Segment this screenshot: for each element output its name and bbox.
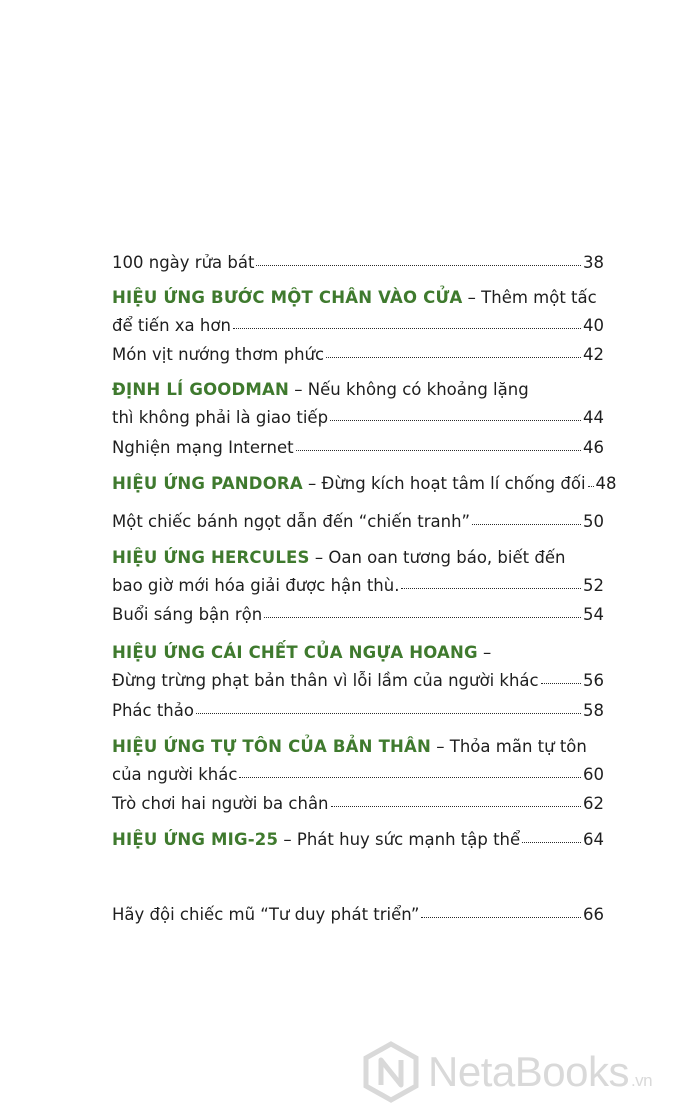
entry-text [112,376,529,404]
entry-title: Một chiếc bánh ngọt dẫn đến “chiến tranh” [112,512,471,531]
entry-text [112,572,399,600]
toc-entry[interactable] [112,697,604,725]
toc-line [112,470,617,498]
page-number: 54 [583,605,604,624]
toc-line [112,761,604,789]
toc-entry[interactable] [112,901,604,929]
page-number: 52 [583,576,604,595]
toc-entry[interactable] [112,601,604,629]
entry-text [112,312,231,340]
page-number: 64 [583,830,604,849]
entry-title: – Oan oan tương báo, biết đến [309,548,566,567]
toc-line [112,572,604,600]
dot-leader [296,449,581,451]
entry-title: Đừng trừng phạt bản thân vì lỗi lầm của người khác [112,671,539,690]
toc-line [112,434,604,462]
entry-text [112,434,294,462]
entry-title: – Đừng kích hoạt tâm lí chống đối [302,474,586,493]
entry-text [112,667,539,695]
page-number: 50 [583,512,604,531]
dot-leader [472,523,581,525]
entry-title: bao giờ mới hóa giải được hận thù. [112,576,400,595]
watermark-text: NetaBooks .vn [428,1048,653,1095]
dot-leader [256,264,581,266]
entry-title: Phác thảo [112,701,194,720]
dot-leader [239,776,581,778]
page-number: 44 [583,408,604,427]
entry-title: Trò chơi hai người ba chân [112,794,329,813]
page-number: 60 [583,765,604,784]
page-number: 42 [583,345,604,364]
entry-heading: HIỆU ỨNG HERCULES [112,548,310,567]
dot-leader [264,616,581,618]
entry-text [112,544,565,572]
entry-text [112,284,597,312]
toc-entry[interactable] [112,639,604,695]
netabooks-logo-icon [362,1041,420,1103]
page-number: 56 [583,671,604,690]
entry-text [112,639,491,667]
entry-text [112,733,587,761]
entry-text [112,790,329,818]
page-number: 58 [583,701,604,720]
toc-line [112,733,604,761]
entry-text [112,404,328,432]
dot-leader [233,327,581,329]
toc-line [112,826,604,854]
entry-title: 100 ngày rửa bát [112,253,255,272]
dot-leader [196,712,581,714]
entry-title: Món vịt nướng thơm phức [112,345,325,364]
toc-entry[interactable] [112,376,604,432]
entry-title: Nghiện mạng Internet [112,438,294,457]
toc-line [112,284,604,312]
page-number: 66 [583,905,604,924]
dot-leader [326,356,581,358]
toc-line [112,341,604,369]
toc-line [112,312,604,340]
toc-entry[interactable] [112,249,604,277]
entry-title: của người khác [112,765,238,784]
dot-leader [331,805,581,807]
entry-text [112,470,586,498]
entry-title: – Thỏa mãn tự tôn [431,737,587,756]
toc-entry[interactable] [112,341,604,369]
toc-line [112,249,604,277]
dot-leader [421,916,581,918]
page-number: 46 [583,438,604,457]
toc-entry[interactable] [112,434,604,462]
toc-line [112,639,604,667]
toc-entry[interactable] [112,733,604,789]
toc-entry[interactable] [112,544,604,600]
entry-heading: HIỆU ỨNG CÁI CHẾT CỦA NGỰA HOANG [112,643,478,662]
toc-entry[interactable] [112,790,604,818]
entry-title: – [477,643,492,662]
entry-title: Hãy đội chiếc mũ “Tư duy phát triển” [112,905,420,924]
toc-entry[interactable] [112,826,604,854]
toc-line [112,901,604,929]
entry-heading: HIỆU ỨNG PANDORA [112,474,303,493]
toc-line [112,601,604,629]
toc-line [112,667,604,695]
entry-title: – Thêm một tấc [462,288,597,307]
toc-line [112,508,604,536]
toc-line [112,790,604,818]
entry-heading: HIỆU ỨNG TỰ TÔN CỦA BẢN THÂN [112,737,432,756]
entry-title: thì không phải là giao tiếp [112,408,329,427]
page-number: 40 [583,316,604,335]
entry-text [112,341,324,369]
entry-title: – Nếu không có khoảng lặng [289,380,529,399]
entry-text [112,697,194,725]
dot-leader [330,419,581,421]
dot-leader [401,587,581,589]
toc-line [112,544,604,572]
page-number: 48 [595,474,617,493]
toc-entry[interactable] [112,470,617,498]
entry-text [112,249,254,277]
page-number: 38 [583,253,604,272]
entry-title: Buổi sáng bận rộn [112,605,263,624]
entry-heading: HIỆU ỨNG MIG-25 [112,830,279,849]
entry-title: – Phát huy sức mạnh tập thể [278,830,521,849]
dot-leader [588,485,594,487]
entry-text [112,761,237,789]
netabooks-watermark [362,1040,692,1104]
toc-entry[interactable] [112,284,604,340]
toc-line [112,697,604,725]
entry-text [112,508,470,536]
entry-text [112,826,520,854]
page-number: 62 [583,794,604,813]
toc-line [112,376,604,404]
entry-text [112,601,262,629]
dot-leader [541,682,581,684]
toc-line [112,404,604,432]
entry-title: để tiến xa hơn [112,316,231,335]
dot-leader [522,841,581,843]
toc-entry[interactable] [112,508,604,536]
entry-heading: HIỆU ỨNG BƯỚC MỘT CHÂN VÀO CỬA [112,288,463,307]
entry-heading: ĐỊNH LÍ GOODMAN [112,380,290,399]
entry-text [112,901,419,929]
